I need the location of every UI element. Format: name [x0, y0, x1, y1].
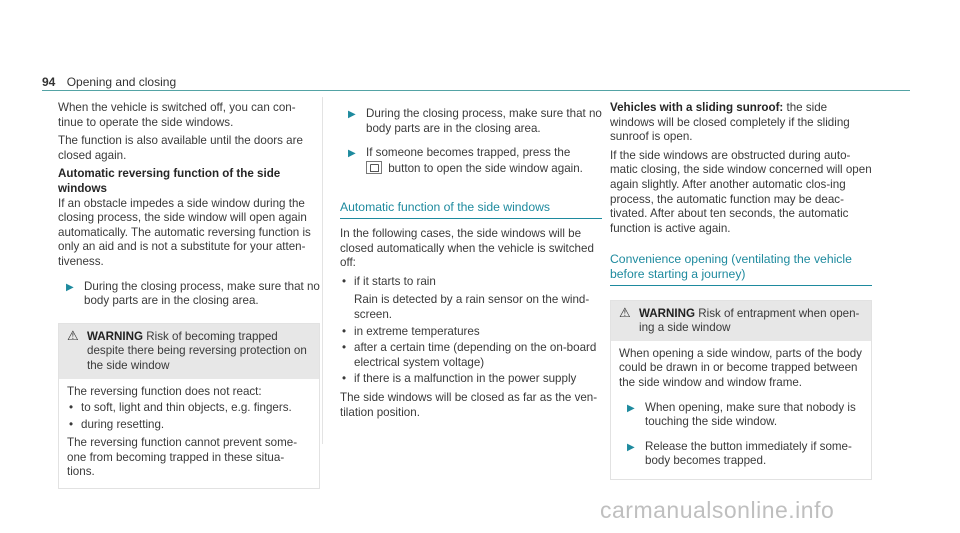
arrow-right-icon: ▶	[348, 148, 356, 160]
warning-body	[611, 341, 871, 479]
warning-heading: Risk of becoming trapped despite there being reversing protection on the side window	[87, 329, 307, 372]
list-item: • after a certain time (depending on the on-board electrical system voltage)	[340, 341, 602, 370]
warning-text: The reversing function cannot prevent some-one from becoming trapped in these situa-tions.	[67, 436, 298, 479]
page-number: 94	[42, 75, 56, 89]
column-divider	[322, 97, 323, 444]
instruction-step	[66, 280, 320, 309]
header-rule	[42, 90, 910, 91]
step-text: During the closing process, make sure that no body parts are in the closing area.	[366, 107, 602, 135]
step-text: When opening, make sure that nobody is touching the side window.	[645, 400, 856, 429]
warning-list	[67, 401, 311, 432]
list-item-subtext: Rain is detected by a rain sensor on the wind-screen.	[354, 293, 590, 321]
list-item: • if it starts to rain	[340, 275, 602, 290]
warning-triangle-icon: ⚠	[67, 327, 79, 343]
list-item: • to soft, light and thin objects, e.g. fingers.	[67, 401, 311, 416]
intro-paragraph-1: When the vehicle is switched off, you can con-tinue to operate the side windows.	[58, 101, 296, 129]
list-item: • in extreme temperatures	[340, 325, 602, 340]
section-title: Automatic function of the side windows	[340, 200, 602, 219]
warning-label: WARNING	[87, 329, 144, 343]
instruction-step	[348, 107, 602, 136]
column-right	[610, 101, 872, 480]
warning-header	[611, 301, 871, 341]
arrow-right-icon: ▶	[66, 281, 74, 293]
warning-body	[59, 379, 319, 489]
obstructed-paragraph: If the side windows are obstructed during auto-matic closing, the side window concerned will open again slightly. After another automatic clos-ing process, the automatic function may be deac-tivated. After about ten seconds, the automatic function is active again.	[610, 148, 872, 235]
watermark: carmanualsonline.info	[600, 497, 835, 523]
sunroof-paragraph	[610, 101, 872, 145]
instruction-step	[627, 401, 863, 430]
warning-heading: Risk of entrapment when open-ing a side window	[639, 306, 860, 335]
arrow-right-icon: ▶	[627, 441, 635, 453]
column-left	[58, 101, 320, 489]
warning-header	[59, 324, 319, 379]
instruction-step	[627, 440, 863, 469]
conditions-list	[340, 325, 602, 387]
step-text-before: If someone becomes trapped, press the	[366, 146, 571, 160]
conditions-list	[340, 275, 602, 290]
arrow-right-icon: ▶	[627, 402, 635, 414]
warning-box	[610, 300, 872, 480]
step-text-after: button to open the side window again.	[388, 161, 583, 175]
warning-text: When opening a side window, parts of the body could be drawn in or become trapped between the side window and window frame.	[619, 346, 862, 389]
step-text: During the closing process, make sure that no body parts are in the closing area.	[84, 279, 320, 308]
warning-triangle-icon: ⚠	[619, 304, 631, 320]
instruction-step	[348, 146, 602, 176]
page-section-title: Opening and closing	[66, 75, 177, 89]
section-intro: In the following cases, the side windows will be closed automatically when the vehicle is switched off:	[340, 226, 594, 270]
intro-paragraph-2: The function is also available until the doors are closed again.	[58, 134, 303, 162]
list-item: • if there is a malfunction in the power supply	[340, 372, 602, 387]
reversing-title: Automatic reversing function of the side windows	[58, 167, 281, 195]
warning-text: The reversing function does not react:	[67, 384, 262, 398]
reversing-text: If an obstacle impedes a side window during the closing process, the side window will open again automatically. The automatic reversing function is only an aid and is not a substitute for your atten-tiveness.	[58, 196, 311, 268]
step-text: Release the button immediately if some-body becomes trapped.	[645, 439, 852, 468]
warning-box	[58, 323, 320, 489]
sunroof-title: Vehicles with a sliding sunroof:	[610, 101, 784, 114]
column-middle	[340, 99, 602, 424]
list-item: • during resetting.	[67, 418, 311, 433]
window-button-icon	[366, 161, 382, 174]
section-outro: The side windows will be closed as far as the ven-tilation position.	[340, 390, 598, 419]
page-header	[42, 75, 176, 90]
sunroof-text: the side windows will be closed completely if the sliding sunroof is open.	[610, 101, 850, 144]
section-title: Convenience opening (ventilating the vehicle before starting a journey)	[610, 252, 872, 285]
arrow-right-icon: ▶	[348, 109, 356, 120]
warning-label: WARNING	[639, 306, 696, 320]
